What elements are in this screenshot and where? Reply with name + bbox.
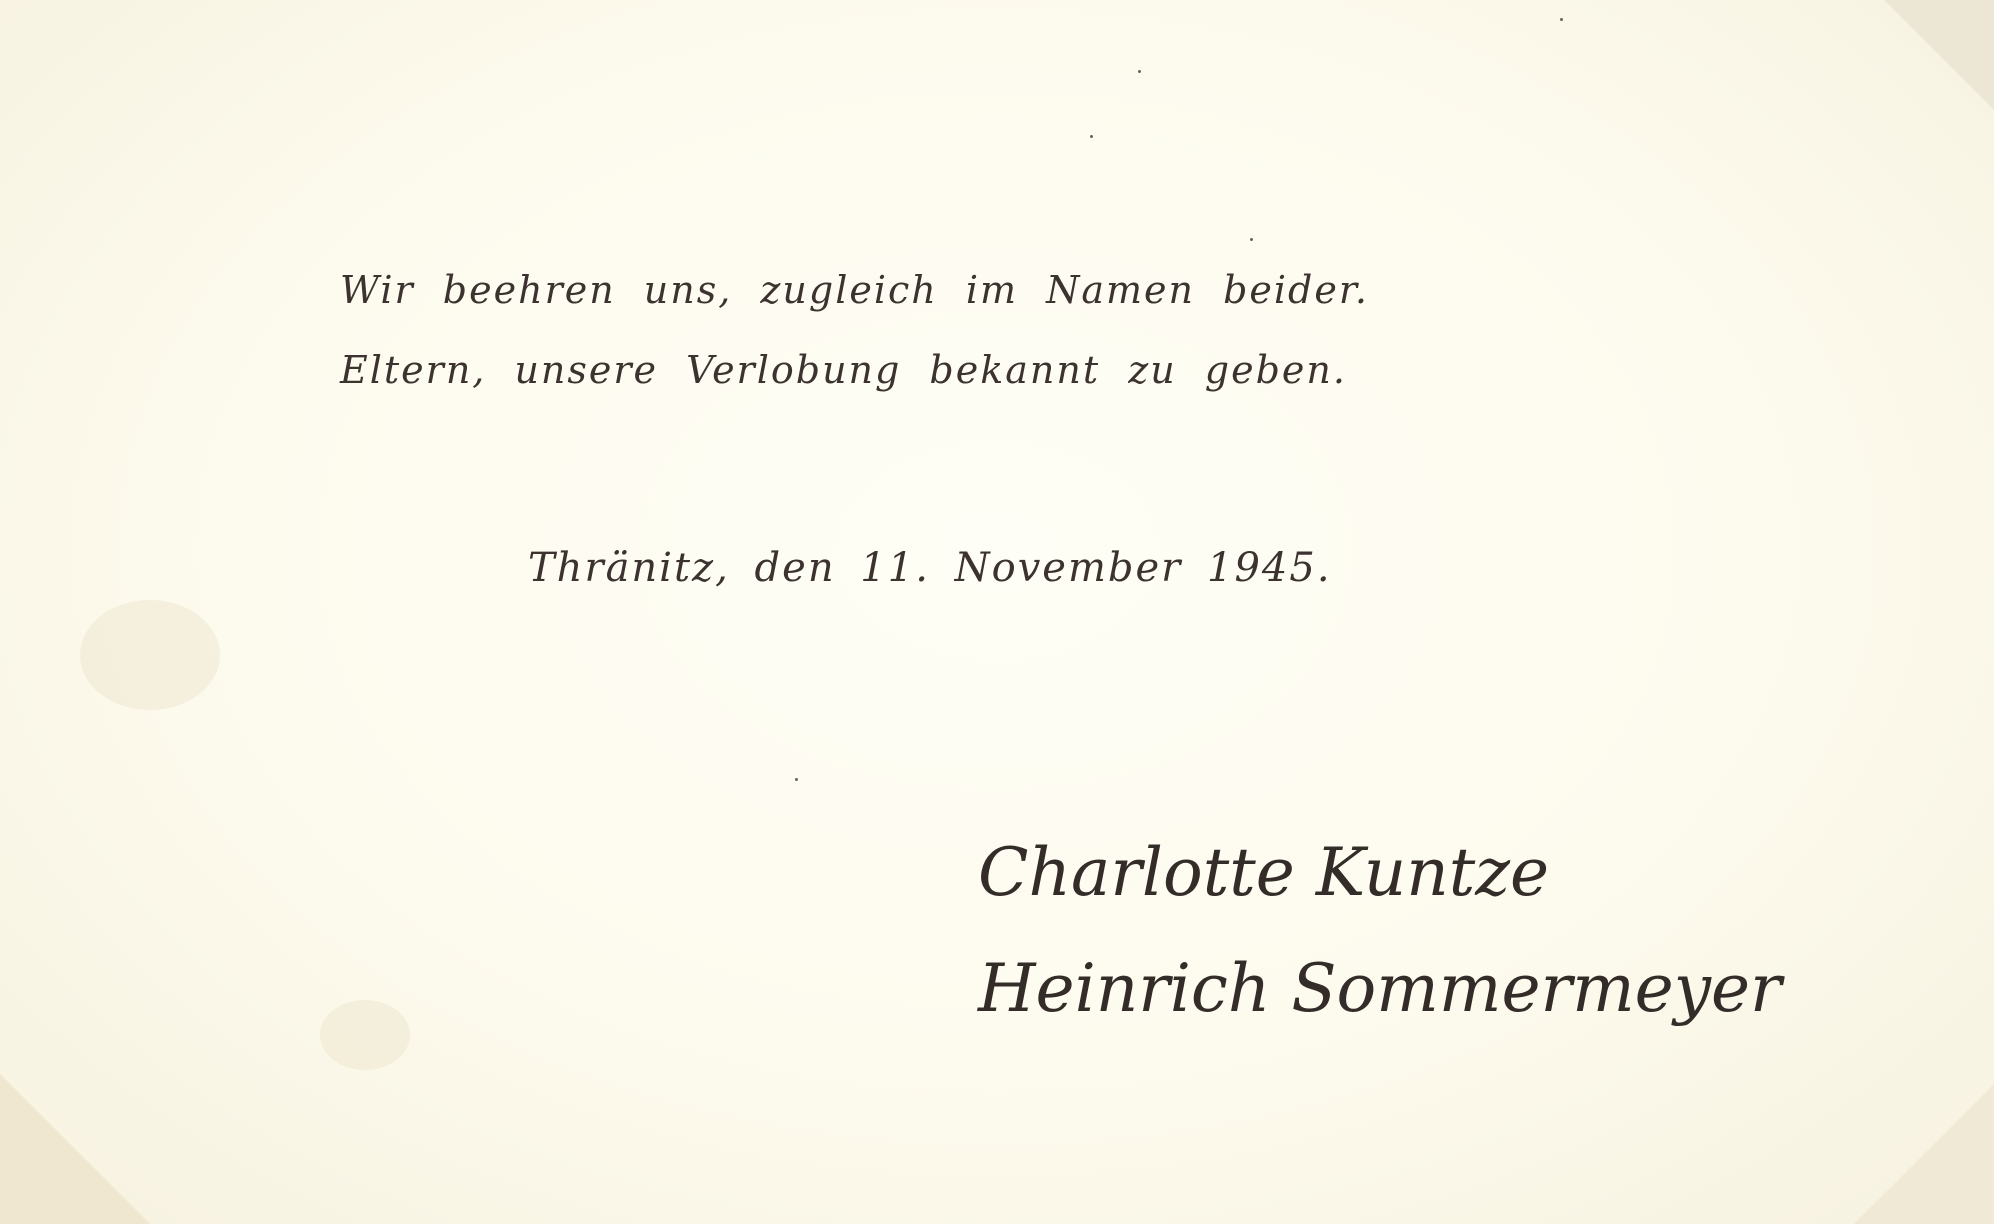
- paper-speck: [1138, 70, 1141, 73]
- worn-corner-top-right: [1884, 0, 1994, 110]
- paper-stain: [80, 600, 220, 710]
- place-and-date: Thränitz, den 11. November 1945.: [528, 545, 1332, 591]
- paper-speck: [1090, 135, 1093, 138]
- paper-speck: [1250, 238, 1253, 241]
- worn-corner-bottom-right: [1854, 1084, 1994, 1224]
- announcement-text: [340, 250, 1369, 410]
- paper-stain: [320, 1000, 410, 1070]
- couple-names: [978, 815, 1782, 1047]
- paper-speck: [1560, 18, 1563, 21]
- worn-corner-bottom-left: [0, 1074, 150, 1224]
- message-line: Wir beehren uns, zugleich im Namen beider.: [340, 268, 1369, 312]
- paper-speck: [795, 778, 798, 781]
- groom-name: Heinrich Sommermeyer: [978, 950, 1782, 1027]
- message-line: Eltern, unsere Verlobung bekannt zu geben.: [340, 348, 1347, 392]
- bride-name: Charlotte Kuntze: [978, 834, 1550, 911]
